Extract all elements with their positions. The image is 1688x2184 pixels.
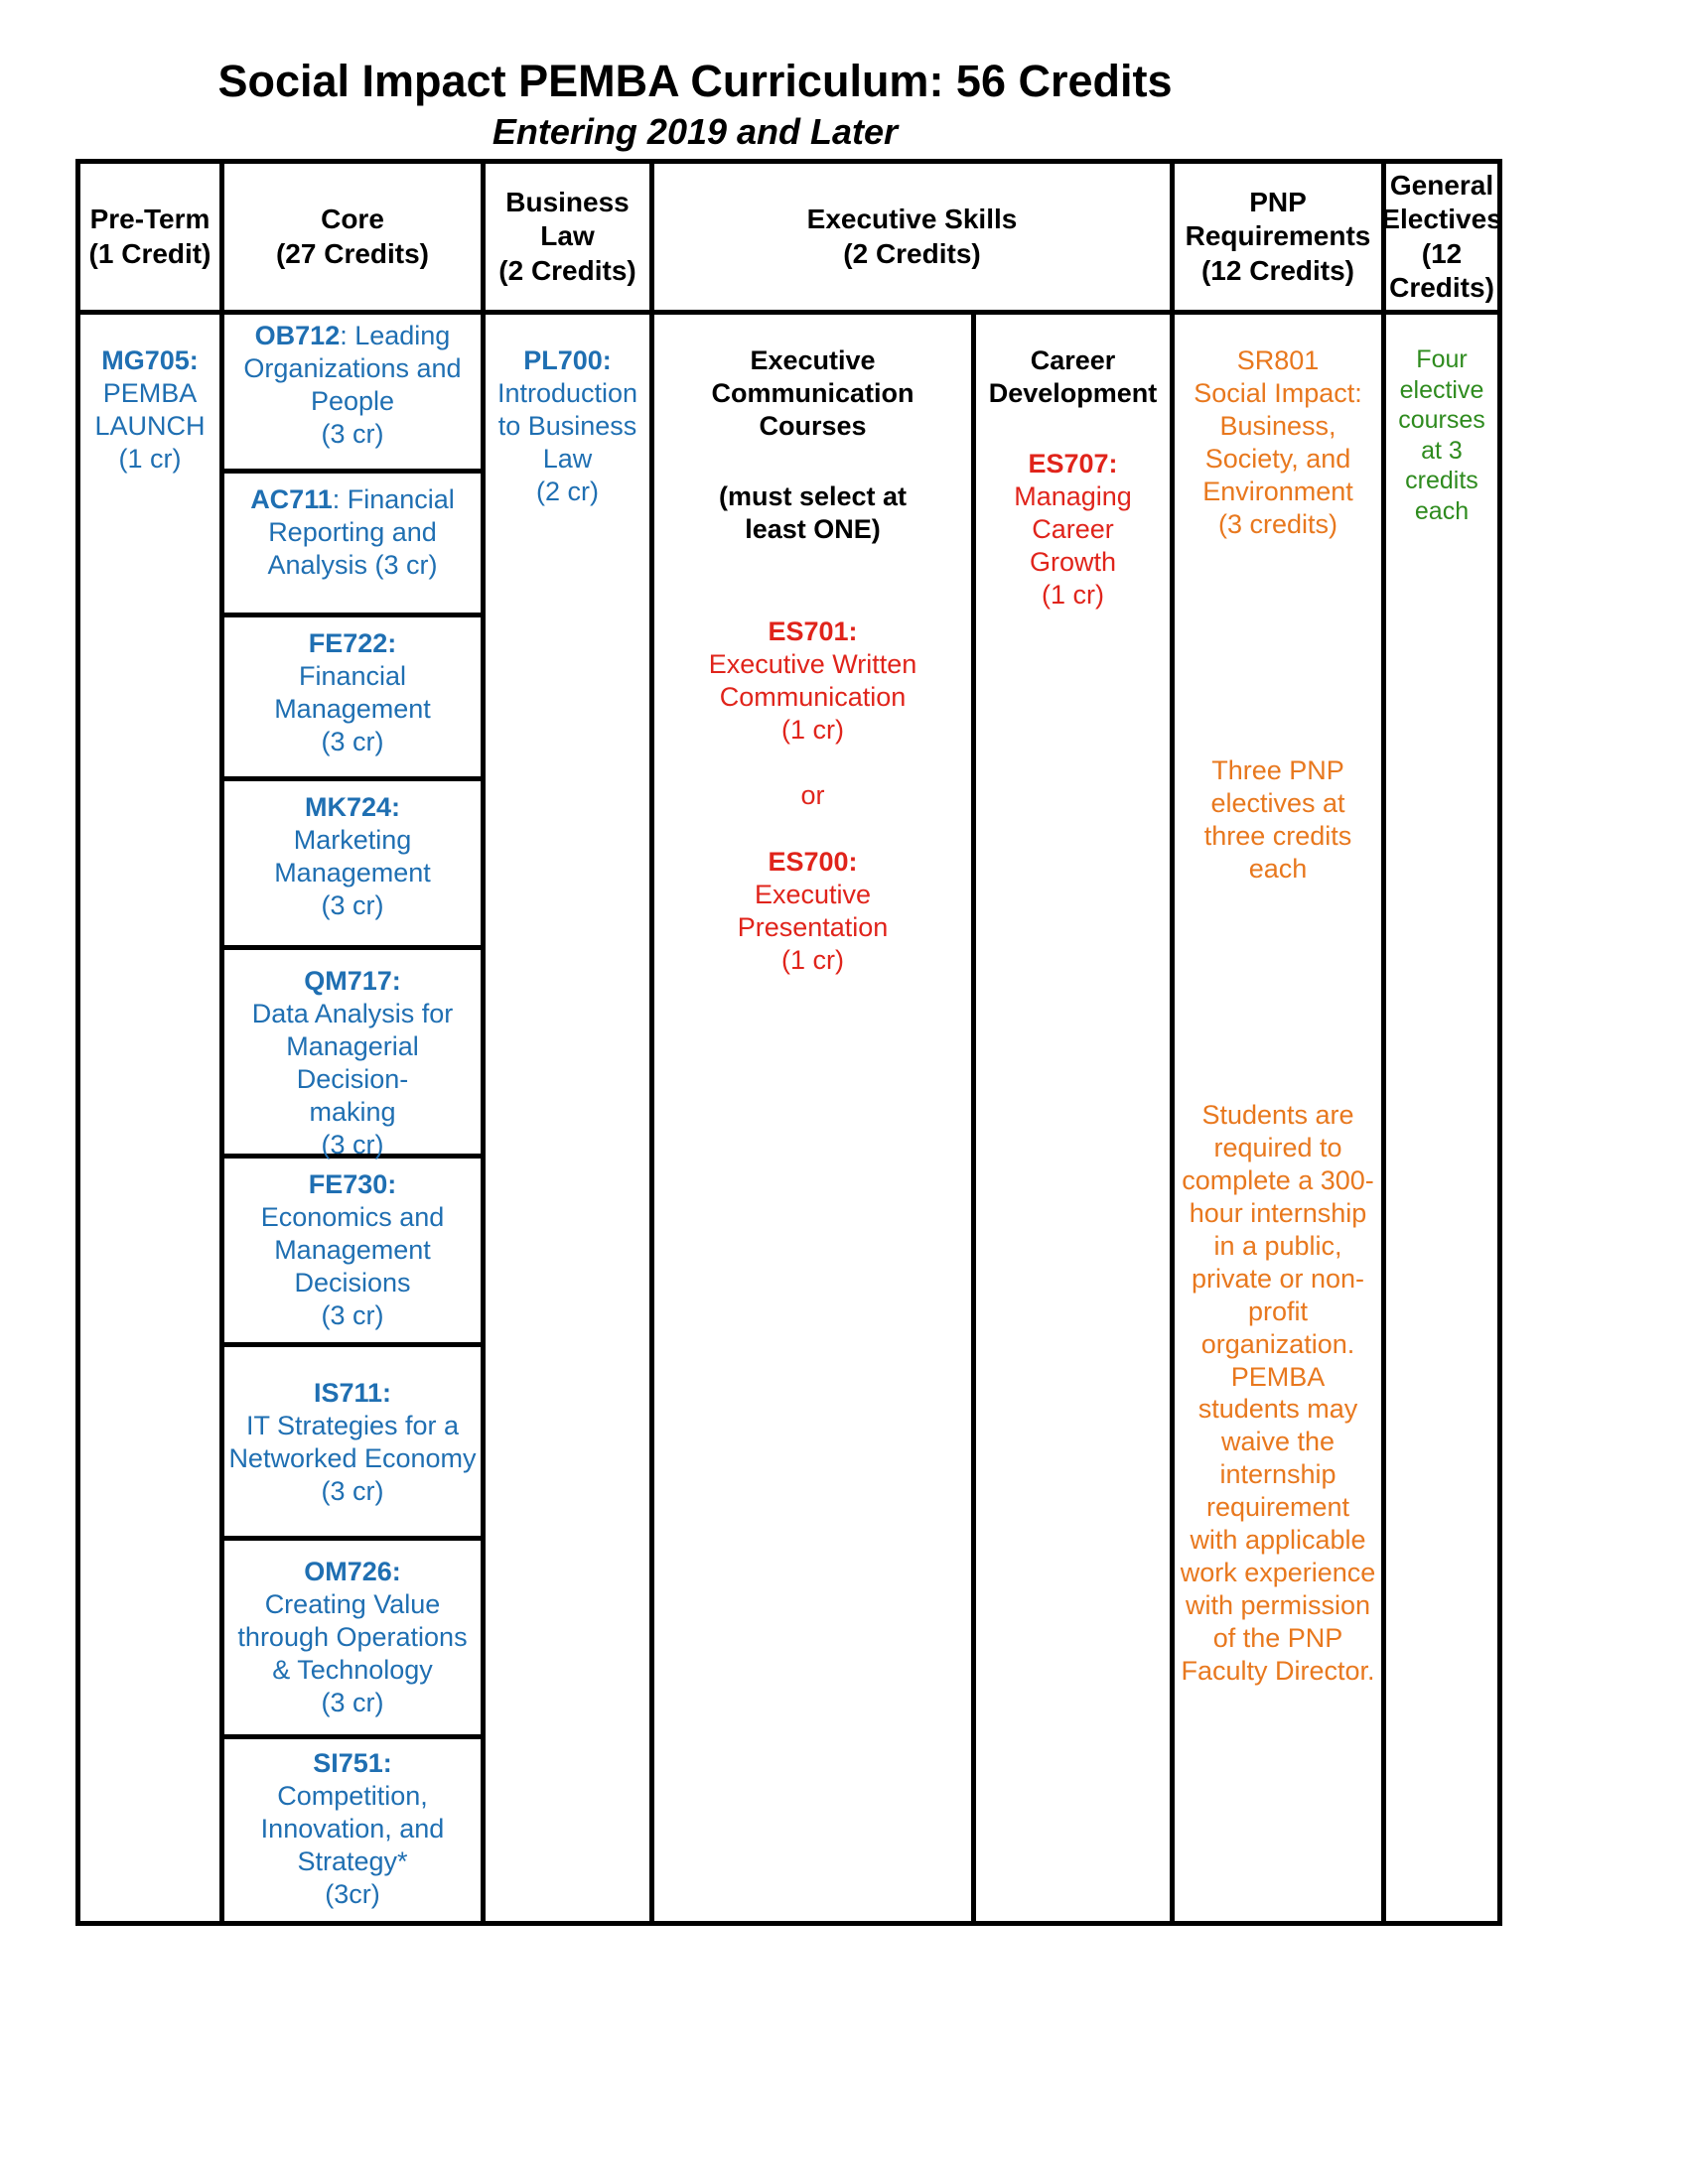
header-executive-skills: Executive Skills (2 Credits) <box>806 204 1018 269</box>
core-course-ob712: OB712: Leading Organizations and People (3 cr) <box>243 321 462 449</box>
header-pnp: PNP Requirements (12 Credits) <box>1185 187 1371 286</box>
course-code: FE730: <box>308 1169 397 1199</box>
row-divider <box>219 1342 486 1347</box>
exec-comm-note: (must select at <box>718 480 908 511</box>
core-course-is711: IS711: IT Strategies for a Networked Economy (3 cr) <box>228 1378 477 1506</box>
row-divider <box>219 1536 486 1541</box>
core-course-om726: OM726: Creating Value through Operations & Technology (3 cr) <box>237 1557 468 1717</box>
header-business-law: Business Law (2 Credits) <box>498 187 636 286</box>
course-code: OM726: <box>304 1557 401 1586</box>
course-code: ES707: <box>1028 448 1118 478</box>
core-course-fe730: FE730: Economics and Management Decisions (3 cr) <box>260 1169 445 1330</box>
or-separator: or <box>800 780 825 811</box>
row-divider <box>219 776 486 781</box>
row-divider <box>219 469 486 474</box>
course-code: OB712 <box>254 321 341 350</box>
row-divider <box>219 945 486 950</box>
core-course-fe722: FE722: Financial Management (3 cr) <box>274 628 431 756</box>
pnp-internship-note: Students are required to complete a 300- hour internship in a public, private or non- profit organization. PEMBA students may waive the internship requirement with applicable work experience with permission of the PNP Faculty Director. <box>1180 1100 1376 1686</box>
career-development-column: Career Development ES707: Managing Career Growth (1 cr) <box>988 345 1158 610</box>
general-electives-note: Four elective courses at 3 credits each <box>1398 345 1485 525</box>
course-code: SI751: <box>313 1748 392 1778</box>
exec-comm-heading: Executive <box>750 345 876 375</box>
row-divider <box>219 1734 486 1739</box>
header-core: Core (27 Credits) <box>275 204 430 269</box>
course-code: MK724: <box>304 792 401 822</box>
header-preterm: Pre-Term (1 Credit) <box>88 204 211 269</box>
header-divider <box>80 310 1497 315</box>
career-heading: Career <box>1030 345 1116 375</box>
course-code: ES701: <box>768 615 858 646</box>
row-divider <box>219 613 486 617</box>
core-course-mk724: MK724: Marketing Management (3 cr) <box>274 792 431 920</box>
course-code: QM717: <box>304 966 401 996</box>
course-code: PL700: <box>523 345 612 375</box>
core-course-ac711: AC711: Financial Reporting and Analysis (3 cr) <box>250 484 455 580</box>
business-law-course: PL700: Introduction to Business Law (2 cr) <box>496 345 638 506</box>
header-general-electives: General Electives (12 Credits) <box>1381 170 1502 303</box>
core-course-qm717: QM717: Data Analysis for Managerial Decision- making (3 cr) <box>251 966 454 1160</box>
course-code: AC711 <box>250 484 333 514</box>
course-code: FE722: <box>308 628 397 658</box>
course-code: IS711: <box>313 1378 392 1408</box>
pnp-electives: Three PNP electives at three credits each <box>1203 755 1352 884</box>
page-title: Social Impact PEMBA Curriculum: 56 Credits <box>217 56 1173 106</box>
course-code: ES700: <box>768 847 858 878</box>
pnp-sr801: SR801 Social Impact: Business, Society, and Environment (3 credits) <box>1194 345 1362 539</box>
course-code: MG705: <box>101 345 199 375</box>
executive-communication-column: Executive Communication Courses (must select at least ONE) ES701: Executive Written Communication (1 cr) or ES700: Executive Presentation (1 cr) <box>708 345 917 976</box>
page-subtitle: Entering 2019 and Later <box>492 111 899 152</box>
core-course-si751: SI751: Competition, Innovation, and Strategy* (3cr) <box>260 1748 445 1909</box>
preterm-course: MG705: PEMBA LAUNCH (1 cr) <box>94 345 206 474</box>
curriculum-table <box>75 159 1502 1926</box>
